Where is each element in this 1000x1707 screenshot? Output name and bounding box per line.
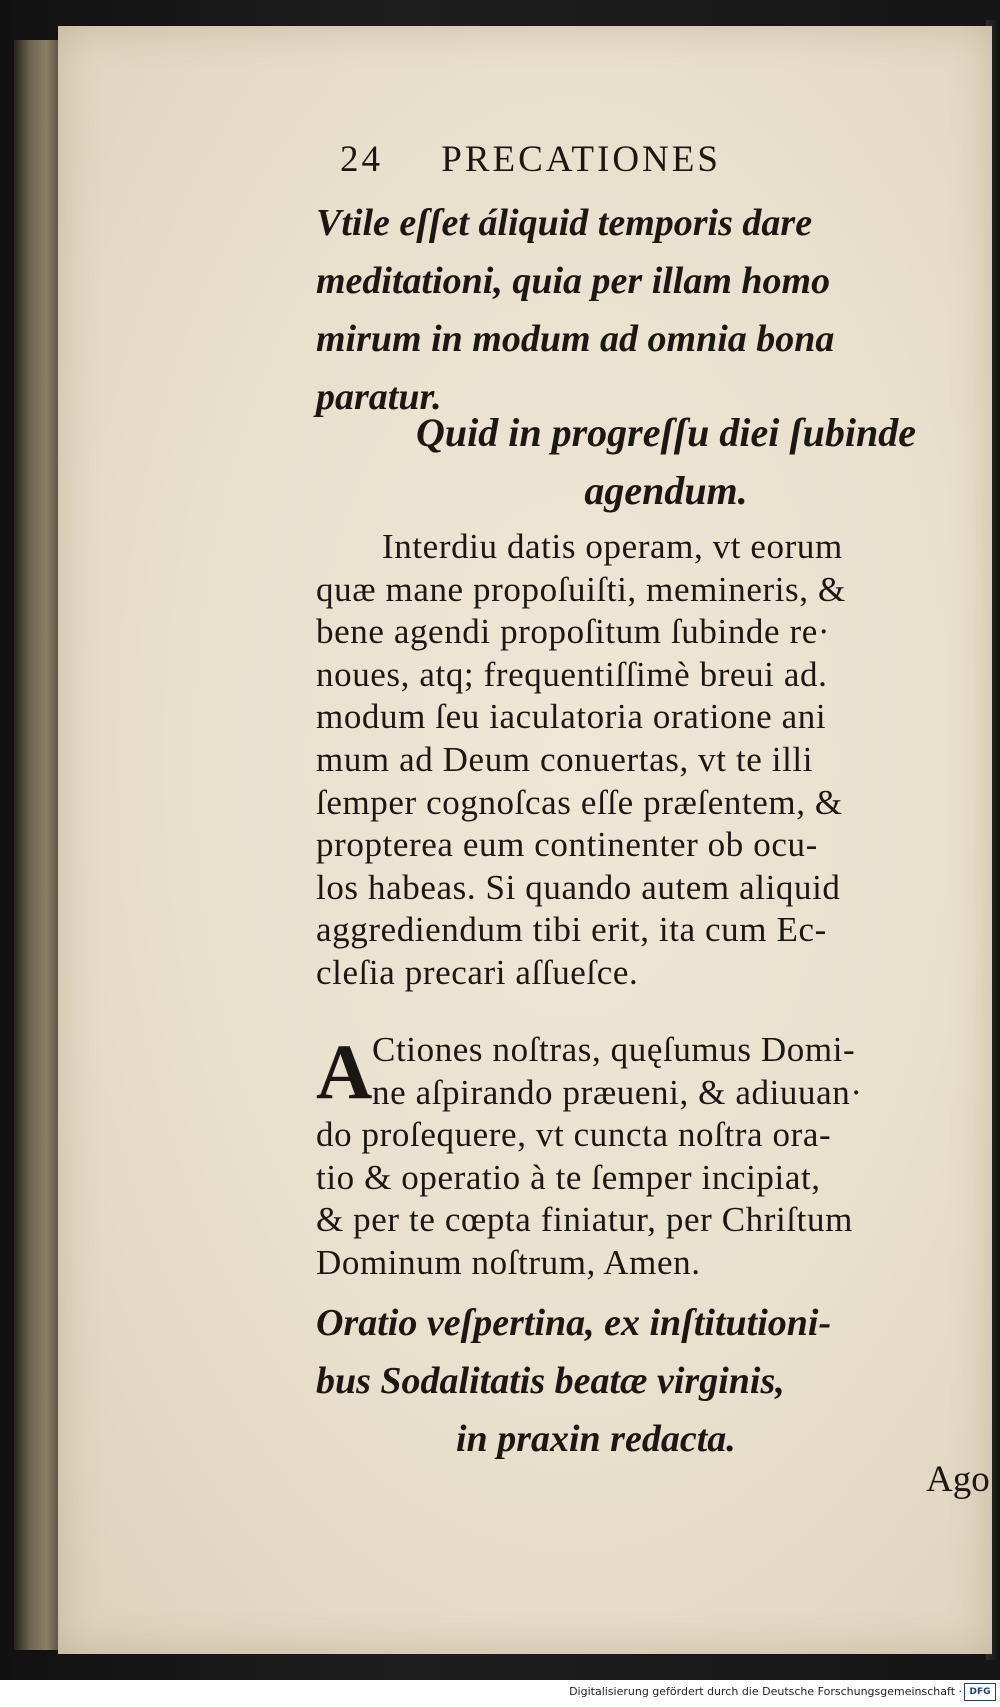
section-heading <box>316 404 1000 520</box>
dfg-logo: DFG <box>964 1683 996 1701</box>
heading-line: in praxin redacta. <box>456 1418 736 1460</box>
page-number: 24 <box>340 139 383 180</box>
text-line: mirum in modum ad omnia bona <box>316 318 835 360</box>
book-spine-edge <box>14 40 60 1650</box>
text-line: & per te cœpta finiatur, per Chriſtum <box>316 1200 853 1240</box>
running-head <box>340 138 980 181</box>
text-line: paratur. <box>316 376 442 418</box>
drop-capital: A <box>316 1028 373 1115</box>
heading-line: agendum. <box>584 468 748 513</box>
heading-line: Quid in progreſſu diei ſubinde <box>415 410 917 455</box>
catchword: Ago <box>926 1459 990 1500</box>
book-page <box>58 26 992 1654</box>
text-line: ſemper cognoſcas eſſe præſentem, & <box>316 782 843 822</box>
text-line: ne aſpirando præueni, & adiuuan· <box>372 1072 863 1112</box>
text-line: Ctiones noſtras, quęſumus Domi- <box>372 1030 856 1069</box>
text-line: propterea eum continenter ob ocu- <box>316 825 818 865</box>
body-paragraph <box>316 526 1000 995</box>
text-line: mum ad Deum conuertas, vt te illi <box>316 739 814 779</box>
text-line: Vtile eſſet áliquid temporis dare <box>316 202 813 244</box>
text-line: los habeas. Si quando autem aliquid <box>316 867 841 907</box>
text-line: quæ mane propoſuiſti, memineris, & <box>316 569 846 609</box>
footer-credit: Digitalisierung gefördert durch die Deutsche Forschungsgemeinschaft · <box>569 1685 962 1698</box>
heading-line: bus Sodalitatis beatæ virginis, <box>316 1360 785 1402</box>
text-line: modum ſeu iaculatoria oratione ani <box>316 697 827 737</box>
italic-paragraph <box>316 194 1000 426</box>
text-line: Dominum noſtrum, Amen. <box>316 1242 701 1282</box>
section-heading-vespers <box>316 1294 1000 1468</box>
text-line: do proſequere, vt cuncta noſtra ora- <box>316 1115 832 1155</box>
text-line: tio & operatio à te ſemper incipiat, <box>316 1157 821 1197</box>
text-line: aggrediendum tibi erit, ita cum Ec- <box>316 910 827 950</box>
text-line: noues, atq; frequentiſſimè breui ad. <box>316 654 828 694</box>
page-text <box>58 26 992 1654</box>
text-line: meditationi, quia per illam homo <box>316 260 831 302</box>
running-title: PRECATIONES <box>441 139 721 180</box>
text-line: Interdiu datis operam, vt eorum <box>382 527 843 566</box>
heading-line: Oratio veſpertina, ex inſtitutioni- <box>316 1302 832 1344</box>
text-line: cleſia precari aſſueſce. <box>316 952 639 992</box>
text-line: bene agendi propoſitum ſubinde re· <box>316 612 831 652</box>
prayer-paragraph <box>316 1029 1000 1285</box>
